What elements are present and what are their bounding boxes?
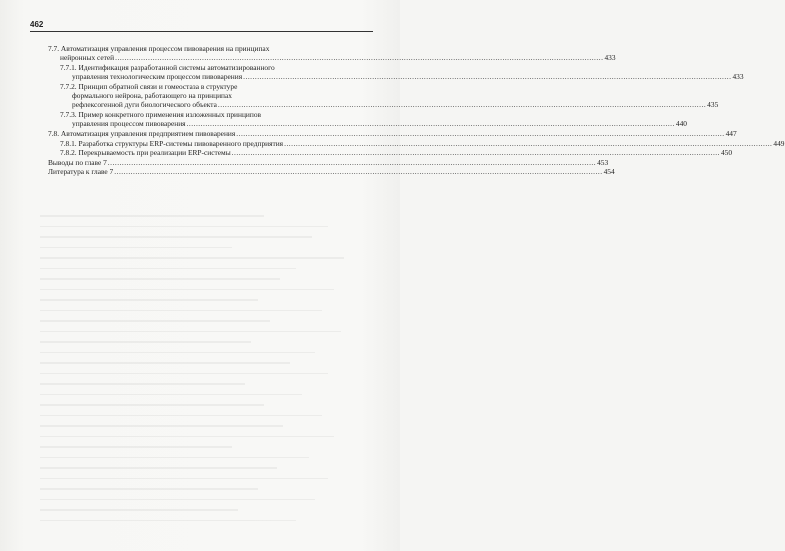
toc-page-number: 450	[720, 148, 733, 157]
dot-leader: ................................................................................................................................................................................................................	[236, 129, 725, 138]
toc-entry-text: 7.8.1. Разработка структуры ERP-системы пивоваренного предприятия	[60, 138, 284, 148]
dot-leader: ................................................................................................................................................................................................................	[217, 100, 707, 110]
toc-page-number: 447	[725, 129, 737, 138]
toc-entry-7-8-2	[60, 148, 733, 157]
dot-leader: ................................................................................................................................................................................................................	[107, 157, 597, 167]
toc-entry-text: 7.7. Автоматизация управления процессом пивоварения на принципах	[48, 44, 270, 53]
toc-line	[48, 157, 609, 167]
dot-leader: ................................................................................................................................................................................................................	[115, 53, 604, 63]
toc-entry-7-7-1	[60, 63, 744, 82]
toc-line	[60, 100, 719, 110]
toc-page-number: 454	[603, 167, 615, 176]
toc-line	[48, 129, 737, 138]
toc-page-number: 435	[707, 100, 719, 110]
page-number: 462	[30, 20, 44, 29]
toc-line	[60, 148, 733, 157]
toc-page-number: 433	[604, 53, 616, 63]
toc-line	[48, 53, 616, 63]
toc-line	[48, 167, 615, 176]
toc-page-number: 449	[773, 138, 785, 148]
toc-entry-text: формального нейрона, работающего на принципах	[72, 91, 232, 101]
header-rule	[30, 31, 373, 32]
toc-entry-text: рефлексогенной дуги биологического объекта	[72, 100, 217, 110]
toc-entry-text: управления технологическим процессом пивоварения	[72, 72, 243, 82]
dot-leader: ................................................................................................................................................................................................................	[231, 148, 720, 157]
toc-entry-7-7-2	[60, 82, 719, 110]
toc-entry-text: 7.7.2. Принцип обратной связи и гомеостаза в структуре	[60, 82, 238, 91]
toc-entry-text: Выводы по главе 7	[48, 157, 107, 167]
toc-line	[60, 119, 687, 129]
toc-entry-text: 7.7.3. Пример конкретного применения изложенных принципов	[60, 110, 262, 119]
toc-line	[60, 138, 785, 148]
dot-leader: ................................................................................................................................................................................................................	[186, 119, 675, 129]
toc-entry-text: 7.7.1. Идентификация разработанной системы автоматизированного	[60, 63, 275, 72]
dot-leader: ................................................................................................................................................................................................................	[284, 138, 773, 148]
toc-page-number: 440	[675, 119, 687, 129]
toc-line	[60, 82, 374, 91]
toc-entry-7-7-3	[60, 110, 687, 129]
toc-line	[48, 44, 374, 53]
toc-entry-text: управления процессом пивоварения	[72, 119, 186, 129]
toc-line	[60, 91, 374, 100]
toc-entry-7-7	[48, 44, 616, 63]
dot-leader: ................................................................................................................................................................................................................	[114, 167, 603, 176]
toc-page-number: 453	[597, 157, 609, 167]
toc-entry-conclusions	[48, 157, 609, 167]
bleed-through-texture	[40, 215, 360, 535]
toc-entry-text: 7.8. Автоматизация управления предприятием пивоварения	[48, 129, 236, 138]
dot-leader: ................................................................................................................................................................................................................	[243, 72, 732, 82]
toc-entry-text: Литература к главе 7	[48, 167, 114, 176]
toc-line	[60, 72, 744, 82]
toc-entry-7-8-1	[60, 138, 785, 148]
toc-entry-references	[48, 167, 615, 176]
toc-line	[60, 63, 374, 72]
toc-page-number: 433	[732, 72, 744, 82]
toc-entry-7-8	[48, 129, 737, 138]
toc-entry-text: нейронных сетей	[60, 53, 115, 63]
toc-entry-text: 7.8.2. Перекрываемость при реализации ERP-системы	[60, 148, 231, 157]
toc-line	[60, 110, 374, 119]
